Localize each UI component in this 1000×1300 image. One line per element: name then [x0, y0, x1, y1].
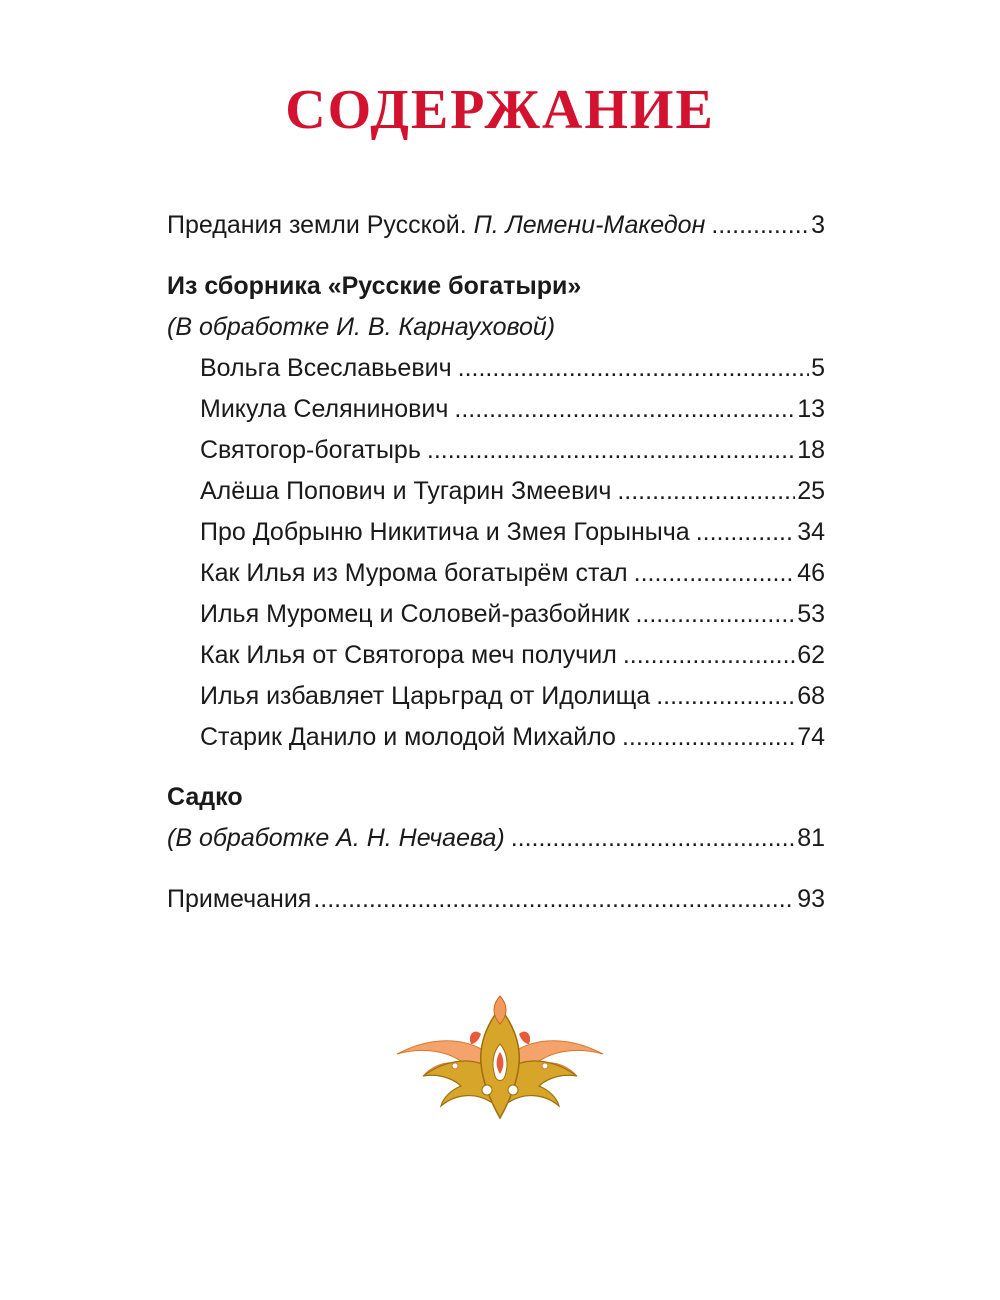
toc-entry-intro[interactable] [167, 205, 825, 246]
toc-entry-title: Как Илья от Святогора меч получил [200, 641, 617, 669]
toc-entry-title: Как Илья из Мурома богатырём стал [200, 559, 628, 587]
page-title: СОДЕРЖАНИЕ [285, 79, 715, 141]
toc-entry[interactable] [167, 430, 825, 471]
toc-entry[interactable] [167, 676, 825, 717]
toc-page-number: 18 [797, 436, 825, 464]
section-subheading: (В обработке И. В. Карнауховой) [167, 313, 556, 341]
toc-page-number: 3 [811, 211, 825, 239]
toc-entry[interactable] [167, 717, 825, 758]
toc-page-number: 62 [797, 641, 825, 669]
toc-entry-title: Алёша Попович и Тугарин Змеевич [200, 477, 612, 505]
section-heading: Из сборника «Русские богатыри» [167, 272, 582, 300]
toc-entry-title: Предания земли Русской. [167, 211, 467, 239]
ornament-icon [395, 994, 605, 1120]
toc-page-number: 93 [797, 885, 825, 913]
dot-leader [656, 676, 795, 717]
toc-entry[interactable] [167, 553, 825, 594]
dot-leader [458, 348, 809, 389]
dot-leader [313, 879, 795, 920]
toc-entry-notes[interactable] [167, 879, 825, 920]
dot-leader [454, 389, 795, 430]
table-of-contents [167, 205, 825, 920]
dot-leader [634, 553, 796, 594]
toc-page-number: 13 [797, 395, 825, 423]
dot-leader [623, 635, 795, 676]
toc-entry-title: (В обработке А. Н. Нечаева) [167, 824, 505, 852]
toc-entry-title: Святогор-богатырь [200, 436, 421, 464]
toc-entry[interactable] [167, 635, 825, 676]
toc-page-number: 74 [797, 723, 825, 751]
toc-entry-title: Вольга Всеславьевич [200, 354, 452, 382]
toc-page-number: 68 [797, 682, 825, 710]
toc-entry-title: Примечания [167, 885, 312, 913]
toc-page-number: 34 [797, 518, 825, 546]
toc-entry[interactable] [167, 348, 825, 389]
toc-entry-author: П. Лемени-Македон [473, 211, 706, 239]
dot-leader [617, 471, 795, 512]
toc-entry-title: Илья избавляет Царьград от Идолища [200, 682, 651, 710]
toc-entry-title: Старик Данило и молодой Михайло [200, 723, 616, 751]
toc-entry-title: Про Добрыню Никитича и Змея Горыныча [200, 518, 690, 546]
toc-entry[interactable] [167, 471, 825, 512]
toc-entry-title: Илья Муромец и Соловей-разбойник [200, 600, 630, 628]
dot-leader [696, 512, 796, 553]
toc-entry[interactable] [167, 594, 825, 635]
dot-leader [635, 594, 795, 635]
toc-entry-sadko[interactable] [167, 818, 825, 859]
dot-leader [511, 818, 795, 859]
toc-page-number: 5 [811, 354, 825, 382]
toc-entry-title: Микула Селянинович [200, 395, 449, 423]
dot-leader [711, 205, 809, 246]
section-heading: Садко [167, 783, 243, 811]
toc-entry[interactable] [167, 389, 825, 430]
toc-page-number: 53 [797, 600, 825, 628]
toc-page-number: 46 [797, 559, 825, 587]
dot-leader [427, 430, 795, 471]
toc-page-number: 25 [797, 477, 825, 505]
toc-entry[interactable] [167, 512, 825, 553]
toc-page-number: 81 [797, 824, 825, 852]
dot-leader [622, 717, 795, 758]
